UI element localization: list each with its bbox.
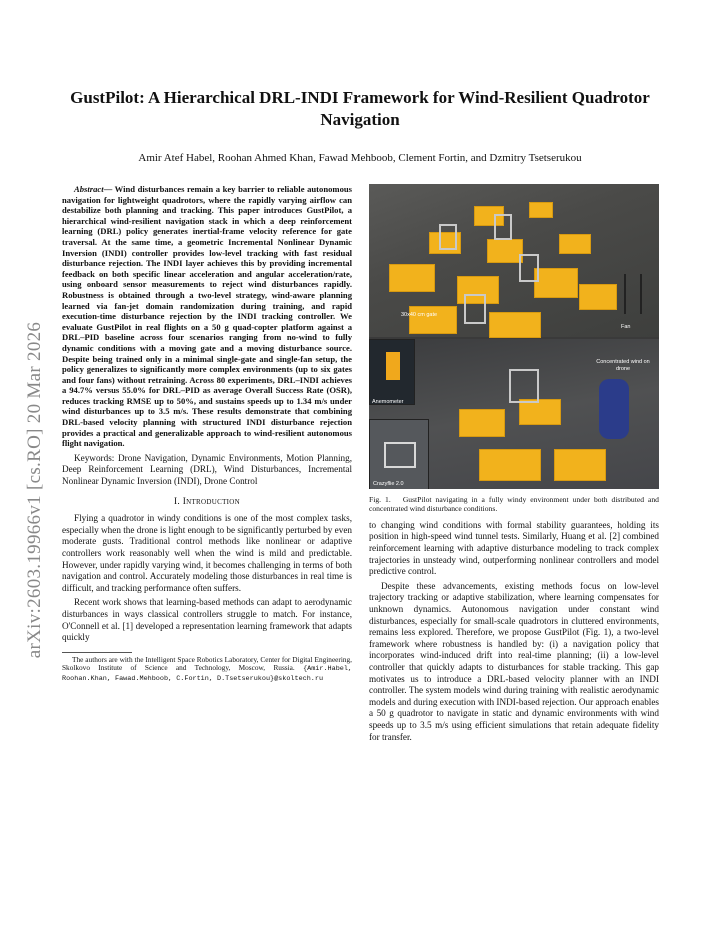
anemometer-device	[386, 352, 400, 380]
left-column	[62, 184, 352, 684]
floor-mat	[459, 409, 505, 437]
arxiv-stamp	[24, 270, 45, 710]
paragraph: Despite these advancements, existing methods focus on low-level trajectory tracking or adaptive stabilization, where learning compensates for unknown dynamics. Autonomous navigation under constant wind disturbances, especially for small-scale quadrotors in cluttered environments, remains less explored. Therefore, we propose GustPilot (Fig. 1), a two-level framework where robustness is handled by: (i) a navigation policy that incorporates wind-induced drift into real-time planning; (ii) a low-level controller that quickly adapts to disturbances for stable tracking. This gap motivates us to introduce a DRL-based velocity planner with an INDI controller. The system models wind during training with realistic aerodynamic models and during execution with INDI-based rejection. Our approach enables a 50 g quadrotor to navigate in static and dynamic environments with wind speeds up to 3.5 m/s using efficient simulations that retain adequate fidelity for transfer.	[369, 580, 659, 742]
abstract-lead: Abstract	[74, 184, 104, 194]
paragraph: Flying a quadrotor in windy conditions is one of the most complex tasks, especially when the drone is light enough to be significantly perturbed by even moderate gusts. Traditional control methods like nonlinear or adaptive controllers work reasonably well when the wind is mild and predictable. However, under rapidly varying wind, it becomes challenging in terms of both navigation and control. Accurately modeling those disturbances in real time is difficult, and tracking performance often suffers.	[62, 513, 352, 593]
gate	[439, 224, 457, 250]
gate	[494, 214, 512, 240]
footnote-emails: {Amir.Habel, Roohan.Khan, Fawad.Mehboob, C.Fortin, D.Tsetserukou}@skoltech.ru	[62, 665, 353, 684]
crazyflie-label: Crazyflie 2.0	[373, 481, 404, 487]
affiliation-footnote	[62, 656, 352, 684]
gate	[519, 254, 539, 282]
abstract-text: — Wind disturbances remain a key barrier to reliable autonomous navigation for lightweight quadrotors, where the rapidly varying airflow can destabilize both planning and tracking. This paper introduces GustPilot, a hierarchical wind-resilient navigation stack in which a deep reinforcement learning (DRL) policy generates inertial-frame velocity reference for gate traversal. At the same time, a geometric Incremental Nonlinear Dynamic Inversion (INDI) controller provides low-level tracking with fast residual disturbance rejection. The INDI layer achieves this by providing incremental feedback on both specific linear acceleration and angular acceleration/rate, using onboard sensor measurements to reject wind disturbances rapidly. Robustness is obtained through a two-level strategy, wind-aware planning learned via fan-jet domain randomization during training, and rapid execution-time disturbance rejection by the INDI tracking controller. We evaluate GustPilot in real flights on a 50 g quad-copter platform against a DRL–PID baseline across four scenarios ranging from no-wind to fully dynamic conditions with a moving gate and a moving disturbance source. Despite being trained only in a minimal single-gate and single-fan setup, the policy generalizes to significantly more complex environments (up to six gates and four fans) without retraining. Across 80 experiments, DRL–INDI achieves a 94.7% versus 55.0% for DRL–PID as average Overall Success Rate (OSR), reduces tracking RMSE up to 50%, and sustains speeds up to 1.34 m/s under wind disturbances up to 3.5 m/s. These results demonstrate that combining DRL-based velocity planning with structured INDI disturbance rejection provides a practical and generalizable approach to wind-resilient autonomous flight navigation.	[62, 184, 352, 449]
figure-top-panel	[369, 184, 659, 337]
abstract	[62, 184, 352, 449]
arxiv-id: arXiv:2603.19966v1 [cs.RO] 20 Mar 2026	[24, 321, 45, 659]
figure-caption	[369, 495, 659, 514]
keywords: Keywords: Drone Navigation, Dynamic Environments, Motion Planning, Deep Reinforcement Learning (DRL), Wind Disturbances, Incremental Nonlinear Dynamic Inversion (INDI), Drone Control	[62, 452, 352, 487]
anemometer-inset	[369, 339, 415, 405]
author-list: Amir Atef Habel, Roohan Ahmed Khan, Fawad Mehboob, Clement Fortin, and Dzmitry Tsetserukou	[138, 152, 582, 164]
crazyflie-drone	[384, 442, 416, 468]
footnote-text: The authors are with the Intelligent Space Robotics Laboratory, Center for Digital Engineering, Skolkovo Institute of Science and Technology, Moscow, Russia.	[62, 654, 352, 673]
caption-text: GustPilot navigating in a fully windy environment under both distributed and concentrated wind disturbance conditions.	[369, 495, 659, 514]
paper-title: GustPilot: A Hierarchical DRL-INDI Framework for Wind-Resilient Quadrotor Navigation	[70, 88, 650, 129]
floor-mat	[389, 264, 435, 292]
caption-label: Fig. 1.	[369, 495, 391, 504]
anemometer-label: Anemometer	[372, 399, 404, 405]
wind-label: Concentrated wind on drone	[596, 359, 650, 372]
floor-mat	[529, 202, 553, 218]
fan-stand	[624, 274, 642, 314]
floor-mat	[479, 449, 541, 481]
footnote-rule	[62, 652, 132, 653]
floor-mat	[559, 234, 591, 254]
floor-mat	[489, 312, 541, 338]
paragraph: Recent work shows that learning-based methods can adapt to aerodynamic disturbances in ways classical controllers struggle to match. For instance, O'Connell et al. [1] developed a representation learning framework that adapts quickly	[62, 597, 352, 643]
gate-label: 30x40 cm gate	[401, 312, 438, 318]
gate	[509, 369, 539, 403]
floor-mat	[579, 284, 617, 310]
paragraph: to changing wind conditions with formal stability guarantees, holding its position in high-speed wind tunnel tests. Similarly, Huang et al. [2] combined reinforcement learning with adaptive disturbance modeling to track complex trajectories in unsteady wind, outperforming nonlinear controllers and model predictive control.	[369, 519, 659, 577]
section-heading-introduction: I. Introduction	[174, 496, 240, 507]
right-column	[369, 184, 659, 746]
floor-mat	[554, 449, 606, 481]
floor-mat	[487, 239, 523, 263]
fan-label: Fan	[621, 324, 631, 330]
figure-1-photo	[369, 184, 659, 489]
gate	[464, 294, 486, 324]
floor-mat	[534, 268, 578, 298]
person	[599, 379, 629, 439]
figure-bottom-panel	[369, 339, 659, 489]
